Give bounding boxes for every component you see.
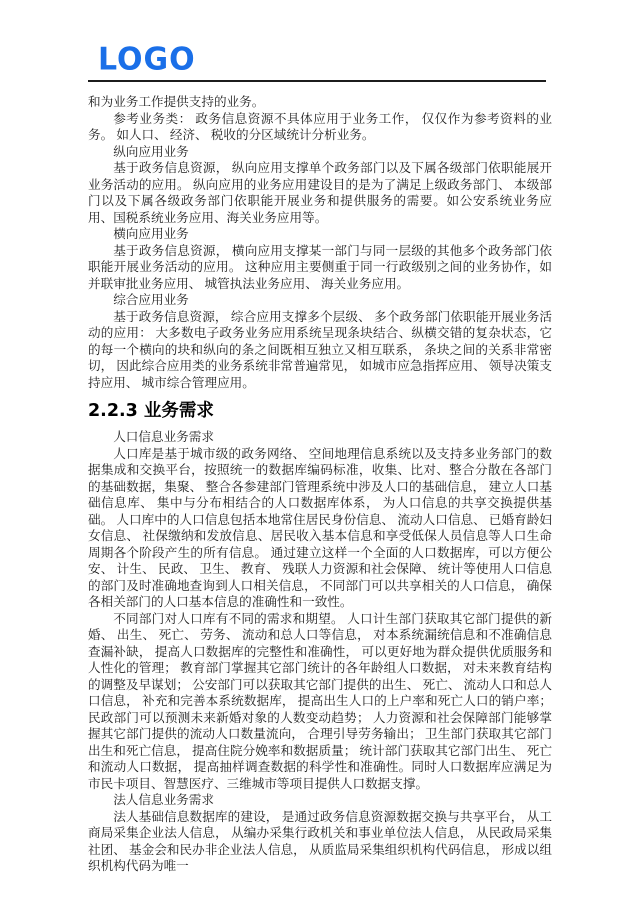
paragraph: 不同部门对人口库有不同的需求和期望。 人口计生部门获取其它部门提供的新婚、 出生、 死亡、 劳务、 流动和总人口等信息， 对本系统漏统信息和不准确信息查漏补缺， 提高人口数据库的完整性和准确性， 可以更好地为群众提供优质服务和人性化的管理； 教育部门掌握其它部门统计的各年龄组人口数据， 对未来教育结构的调整及早谋划； 公安部门可以获取其它部门提供的出生、 死亡、 流动人口和总人口信息， 补充和完善本系统数据库， 提高出生人口的上户率和死亡人口的销户率； 民政部门可以预测未来新婚对象的人数变动趋势； 人力资源和社会保障部门能够掌握其它部门提供的流动人口数量流向， 合理引导劳务输出； 卫生部门获取其它部门出生和死亡信息， 提高住院分娩率和数据质量； 统计部门获取其它部门出生、 死亡和流动人口数据， 提高抽样调查数据的科学性和准确性。同时人口数据库应满足为市民卡项目、智慧医疗、三维城市等项目提供人口数据支撑。 bbox=[88, 611, 553, 791]
paragraph: 横向应用业务 bbox=[113, 227, 189, 241]
company-logo: LOGO bbox=[98, 41, 196, 78]
paragraph: 法人信息业务需求 bbox=[113, 793, 214, 807]
paragraph: 和为业务工作提供支持的业务。 bbox=[88, 95, 265, 109]
paragraph: 法人基础信息数据库的建设， 是通过政务信息资源数据交换与共享平台， 从工商局采集企业法人信息， 从编办采集行政机关和事业单位法人信息， 从民政局采集社团、 基金会和民办非企业法人信息， 从质监局采集组织机构代码信息， 形成以组织机构代码为唯一 bbox=[88, 809, 552, 873]
page-header bbox=[88, 41, 546, 90]
paragraph: 人口信息业务需求 bbox=[113, 430, 214, 444]
paragraph: 人口库是基于城市级的政务网络、 空间地理信息系统以及支持多业务部门的数据集成和交换平台，按照统一的数据库编码标准，收集、比对、整合分散在各部门的基础数据，集聚、 整合各参建部门管理系统中涉及人口的基础信息， 建立人口基础信息库、 集中与分布相结合的人口数据库体系， 为人口信息的共享交换提供基础。 人口库中的人口信息包括本地常住居民身份信息、 流动人口信息、 已婚育龄妇女信息、 社保缴纳和发放信息、居民收入基本信息和享受低保人员信息等人口生命周期各个阶段产生的所有信息。 通过建立这样一个全面的人口数据库，可以方便公安、 计生、 民政、 卫生、 教育、 残联人力资源和社会保障、 统计等使用人口信息的部门及时准确地查询到人口相关信息， 不同部门可以共享相关的人口信息， 确保各相关部门的人口基本信息的准确性和一致性。 bbox=[88, 446, 552, 609]
paragraph: 纵向应用业务 bbox=[113, 144, 189, 159]
paragraph: 基于政务信息资源， 综合应用支撑多个层级、 多个政务部门依职能开展业务活动的应用： 大多数电子政务业务应用系统呈现条块结合、纵横交错的复杂状态，它的每一个横向的块和纵向的条之间既相互独立又相互联系， 条块之间的关系非常密切， 因此综合应用类的业务系统非常普遍常见， 如城市应急指挥应用、 领导决策支持应用、 城市综合管理应用。 bbox=[88, 309, 552, 390]
header-divider bbox=[88, 80, 546, 82]
paragraph: 参考业务类： 政务信息资源不具体应用于业务工作， 仅仅作为参考资料的业务。 如人口、 经济、 税收的分区域统计分析业务。 bbox=[88, 111, 552, 142]
document-body bbox=[88, 94, 552, 875]
paragraph: 基于政务信息资源， 纵向应用支撑单个政务部门以及下属各级部门依职能展开业务活动的应用。 纵向应用的业务应用建设目的是为了满足上级政务部门、 本级部门以及下属各级政务部门依职能开展业务和提供服务的需要。如公安系统业务应用、国税系统业务应用、海关业务应用等。 bbox=[88, 161, 552, 225]
paragraph: 综合应用业务 bbox=[113, 293, 189, 307]
section-heading: 2.2.3 业务需求 bbox=[88, 401, 214, 421]
paragraph: 基于政务信息资源， 横向应用支撑某一部门与同一层级的其他多个政务部门依职能开展业务活动的应用。 这种应用主要侧重于同一行政级别之间的业务协作，如并联审批业务应用、 城管执法业务应用、 海关业务应用。 bbox=[88, 243, 552, 291]
